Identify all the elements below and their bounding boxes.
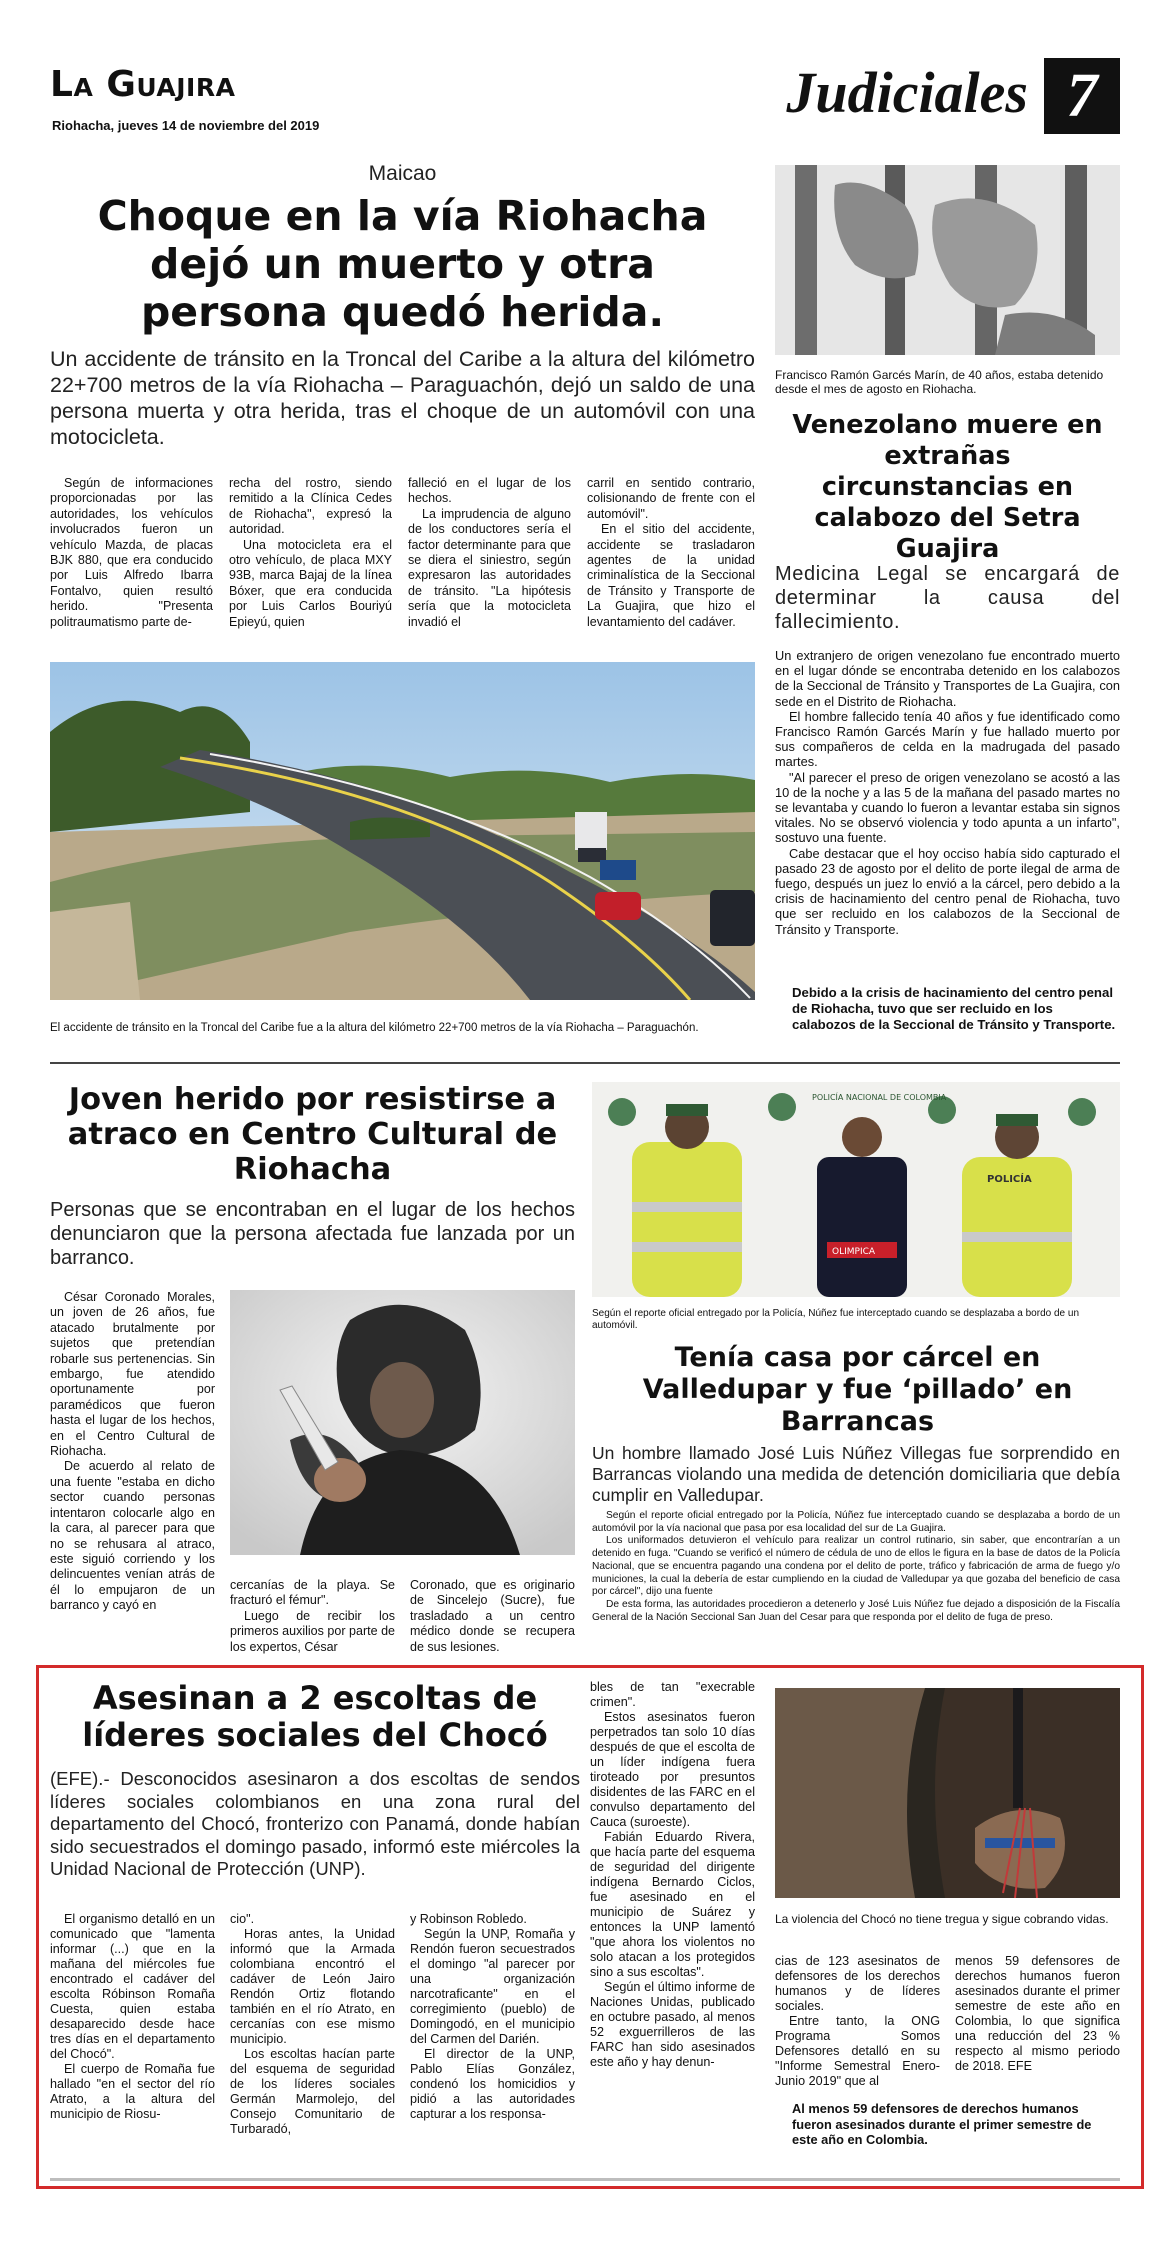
jail-bars-photo <box>775 165 1120 355</box>
story5-col6 <box>955 1954 1120 2074</box>
story2-p3: "Al parecer el preso de origen venezolano se acostó a las 10 de la noche y a las 5 de la mañana del pasado martes no se levantaba y cuando lo fueron a levantar estaba sin signos vitales. No se observó violencia y todo apunta a un infarto", sostuvo una fuente. <box>775 769 1120 846</box>
story1-col2 <box>229 476 392 630</box>
story3-col2b-text: Luego de recibir los primeros auxilios por parte de los expertos, César <box>230 1608 395 1654</box>
story3-col1-text: César Coronado Morales, un joven de 26 años, fue atacado brutalmente por sujetos que pretendían robarle sus pertenencias. Sin embargo, fue atendido oportunamente por paramédicos que fueron hasta el lugar de los hechos, en el Centro Cultural de Riohacha. <box>50 1290 215 1459</box>
story5-col4d: Según el último informe de Naciones Unidas, publicado en octubre pasado, al menos 52 exguerrilleros de las FARC han sido asesinados este año y hay denun- <box>590 1980 755 2069</box>
story1-headline: Choque en la vía Riohacha dejó un muerto y otra persona quedó herida. <box>97 192 708 336</box>
story1-col2b-text: Una motocicleta era el otro vehículo, de placa MXY 93B, marca Bajaj de la línea Bóxer, que era conducida por Luis Carlos Bouriyú Epieyú, quien <box>229 537 392 629</box>
story5-headline: Asesinan a 2 escoltas de líderes sociales del Chocó <box>82 1679 548 1754</box>
police-sign-text: POLICÍA NACIONAL DE COLOMBIA <box>812 1093 947 1102</box>
story3-col3-text: Coronado, que es originario de Sincelejo (Sucre), fue trasladado a un centro médico donde se recupera de sus lesiones. <box>410 1578 575 1654</box>
choco-violence-photo <box>775 1688 1120 1898</box>
story3-headline: Joven herido por resistirse a atraco en Centro Cultural de Riohacha <box>67 1082 558 1187</box>
vest-text: POLICÍA <box>987 1174 1032 1185</box>
story5-col2a: cio". <box>230 1912 255 1926</box>
story3-col1b-text: De acuerdo al relato de una fuente "estaba en dicho sector cuando personas intentaron colocarle algo en la cara, al parecer para que no se rehusara al atraco, este siguió corriendo y los delincuentes venían atrás de él lo empujaron de un barranco y cayó en <box>50 1459 215 1613</box>
story1-kicker: Maicao <box>368 162 437 185</box>
dateline: Riohacha, jueves 14 de noviembre del 2019 <box>52 118 320 133</box>
story1-col1 <box>50 476 213 630</box>
road-accident-photo <box>50 662 755 1000</box>
story2-headline: Venezolano muere en extrañas circunstancias en calabozo del Setra Guajira <box>792 410 1103 564</box>
story3-col2 <box>230 1578 395 1655</box>
story5-col5a: cias de 123 asesinatos de defensores de los derechos humanos y de líderes sociales. <box>775 1954 940 2013</box>
story5-col4 <box>590 1680 755 2070</box>
story4-p1: Según el reporte oficial entregado por la Policía, Núñez fue interceptado cuando se desplazaba a bordo de un automóvil por la vía nacional que pasa por esa localidad del sur de La Guajira. <box>592 1510 1120 1534</box>
choco-photo-caption: La violencia del Chocó no tiene tregua y sigue cobrando vidas. <box>775 1912 1109 1926</box>
story4-body <box>592 1510 1120 1624</box>
section-divider <box>50 1062 1120 1064</box>
story2-p4: Cabe destacar que el hoy occiso había sido capturado el pasado 23 de agosto por el delito de porte ilegal de arma de fuego, después un juez lo envió a la cárcel, pero debido a la crisis de hacinamiento del centro penal de Riohacha, tuvo que ser recluido en los calabozos de la Seccional de Tránsito y Transporte. <box>775 845 1120 937</box>
story5-col6a: menos 59 defensores de derechos humanos fueron asesinados durante el primer semestre de este año en Colombia, lo que significa una reducción del 23 % respecto al mismo periodo de 2018. EFE <box>955 1954 1120 2073</box>
story1-col3a-text: falleció en el lugar de los hechos. <box>408 476 571 506</box>
story5-col2b: Horas antes, la Unidad informó que la Armada colombiana encontró el cadáver de León Jairo Rendón Ortiz flotando también en el río Atrato, en cercanías con ese mismo municipio. <box>230 1927 395 2046</box>
story3-deck: Personas que se encontraban en el lugar de los hechos denunciaron que la persona afectada fue lanzada por un barranco. <box>50 1199 575 1269</box>
story5-col5b: Entre tanto, la ONG Programa Somos Defensores detalló en su "Informe Semestral Enero-Junio 2019" que al <box>775 2014 940 2088</box>
story3-col3 <box>410 1578 575 1655</box>
story5-col4a: bles de tan "execrable crimen". <box>590 1680 755 1709</box>
story3-col1 <box>50 1290 215 1614</box>
story1-col3b-text: La imprudencia de alguno de los conductores sería el factor determinante para que se diera el siniestro, según expresaron las autoridades de tránsito. "La hipótesis sería que la motocicleta invadió el <box>408 506 571 629</box>
knife-attacker-photo <box>230 1290 575 1555</box>
story1-col4a-text: carril en sentido contrario, colisionando de frente con el automóvil". <box>587 476 755 521</box>
story4-p3: De esta forma, las autoridades procedieron a detenerlo y José Luis Núñez fue dejado a disposición de la Fiscalía General de la Nación Seccional San Juan del Cesar para que responda por el delito de fuga de preso. <box>592 1598 1120 1623</box>
road-photo-caption: El accidente de tránsito en la Troncal del Caribe fue a la altura del kilómetro 22+700 metros de la vía Riohacha – Paraguachón. <box>50 1022 699 1034</box>
story5-col3 <box>410 1912 575 2122</box>
paper-name: La Guajira <box>50 64 236 105</box>
story5-col5 <box>775 1954 940 2089</box>
police-arrest-photo <box>592 1082 1120 1297</box>
story3-col2a-text: cercanías de la playa. Se fracturó el fémur". <box>230 1578 395 1608</box>
story5-deck: (EFE).- Desconocidos asesinaron a dos escoltas de sendos líderes sociales colombianos en una zona rural del departamento del Chocó, fronterizo con Panamá, donde habían sido secuestrados el domingo pasado, informó este miércoles la Unidad Nacional de Protección (UNP). <box>50 1768 580 1879</box>
story5-col3a: y Robinson Robledo. <box>410 1912 527 1926</box>
story2-deck: Medicina Legal se encargará de determinar la causa del fallecimiento. <box>775 563 1120 633</box>
story1-deck: Un accidente de tránsito en la Troncal del Caribe a la altura del kilómetro 22+700 metros de la vía Riohacha – Paraguachón, dejó un saldo de una persona muerta y otra herida, tras el choque de un automóvil con una motocicleta. <box>50 347 755 449</box>
story1-col4 <box>587 476 755 630</box>
story5-col3b: Según la UNP, Romaña y Rendón fueron secuestrados el domingo "al parecer por una organización narcotraficante" en el corregimiento (pueblo) de Domingodó, en el municipio del Carmen del Darién. <box>410 1927 575 2046</box>
story2-p1: Un extranjero de origen venezolano fue encontrado muerto en el lugar dónde se encontraba detenido en los calabozos de la Seccional de Tránsito y Transportes de La Guajira, con sede en el Distrito de Riohacha. <box>775 648 1120 709</box>
story4-p2: Los uniformados detuvieron el vehículo para realizar un control rutinario, sin saber, que encontrarían a un detenido en fuga. "Cuando se verificó el número de cédula de uno de ellos le figura en la base de datos de la Policía Nacional, que se encuentra pagando una condena por el delito de porte, tráfico y fabricación de arma de fuego y/o municiones, la cual la debería de estar cumpliendo en la ciudad de Valledupar ya que gozaba del beneficio de casa por cárcel", dijo una fuente <box>592 1535 1120 1598</box>
masthead <box>50 58 1120 138</box>
story5-col4b: Estos asesinatos fueron perpetrados tan solo 10 días después de que el escolta de un líder indígena fuera tiroteado por presuntos disidentes de las FARC en el convulso departamento del Cauca (suroeste). <box>590 1710 755 1829</box>
jail-photo-caption: Francisco Ramón Garcés Marín, de 40 años, estaba detenido desde el mes de agosto en Riohacha. <box>775 368 1104 396</box>
page-number: 7 <box>1044 58 1120 134</box>
story5-pullquote: Al menos 59 defensores de derechos humanos fueron asesinados durante el primer semestre de este año en Colombia. <box>792 2101 1092 2147</box>
story1-col1-text: Según de informaciones proporcionadas por las autoridades, los vehículos involucrados fueron un vehículo Mazda, de placas BJK 880, que era conducido por Luis Alfredo Ibarra Fontalvo, quien resultó herido. "Presenta politraumatismo parte de- <box>50 476 213 629</box>
police-photo-caption: Según el reporte oficial entregado por la Policía, Núñez fue interceptado cuando se desplazaba a bordo de un automóvil. <box>592 1308 1080 1331</box>
story4-headline: Tenía casa por cárcel en Valledupar y fue ‘pillado’ en Barrancas <box>642 1342 1073 1437</box>
story5-col1a: El organismo detalló en un comunicado que "lamenta informar (...) que en la mañana del miércoles fue encontrado el cadáver del escolta Róbinson Romaña Cuesta, quien estaba desaparecido desde hace tres días en el departamento del Chocó". <box>50 1912 215 2061</box>
story5-col1 <box>50 1912 215 2122</box>
story5-col2 <box>230 1912 395 2137</box>
story2-body <box>775 648 1120 937</box>
story5-col4c: Fabián Eduardo Rivera, que hacía parte del esquema de seguridad del dirigente indígena Bernardo Ciclos, fue asesinado en el municipio de Suárez y entonces la UNP lamentó "que ahora los violentos no solo atacan a los protegidos sino a sus escoltas". <box>590 1830 755 1979</box>
story4-deck: Un hombre llamado José Luis Núñez Villegas fue sorprendido en Barrancas violando una medida de detención domiciliaria que debía cumplir en Valledupar. <box>592 1443 1120 1505</box>
story1-col2a-text: recha del rostro, siendo remitido a la Clínica Cedes de Riohacha", expresó la autoridad. <box>229 476 392 537</box>
story2-pullquote: Debido a la crisis de hacinamiento del centro penal de Riohacha, tuvo que ser recluido en los calabozos de la Seccional de Tránsito y Transporte. <box>792 985 1116 1032</box>
story1-col3 <box>408 476 571 630</box>
shirt-text: OLIMPICA <box>832 1247 876 1257</box>
bottom-gray-rule <box>50 2178 1120 2181</box>
section-name: Judiciales <box>786 60 1028 125</box>
story2-p2: El hombre fallecido tenía 40 años y fue identificado como Francisco Ramón Garcés Marín y fue hallado muerto por sus compañeros de celda en la madrugada del pasado martes. <box>775 708 1120 770</box>
story5-col3c: El director de la UNP, Pablo Elías González, condenó los homicidios y pidió a las autoridades capturar a los responsa- <box>410 2047 575 2121</box>
story5-col2c: Los escoltas hacían parte del esquema de seguridad de los líderes sociales Germán Marmolejo, del Consejo Comunitario de Turbaradó, <box>230 2047 395 2136</box>
story1-col4b-text: En el sitio del accidente, accidente se trasladaron agentes de la unidad criminalística de la Seccional de Tránsito y Transporte de La Guajira, que hizo el levantamiento del cadáver. <box>587 522 755 629</box>
story5-col1b: El cuerpo de Romaña fue hallado "en el sector del río Atrato, a la altura del municipio de Riosu- <box>50 2062 215 2121</box>
